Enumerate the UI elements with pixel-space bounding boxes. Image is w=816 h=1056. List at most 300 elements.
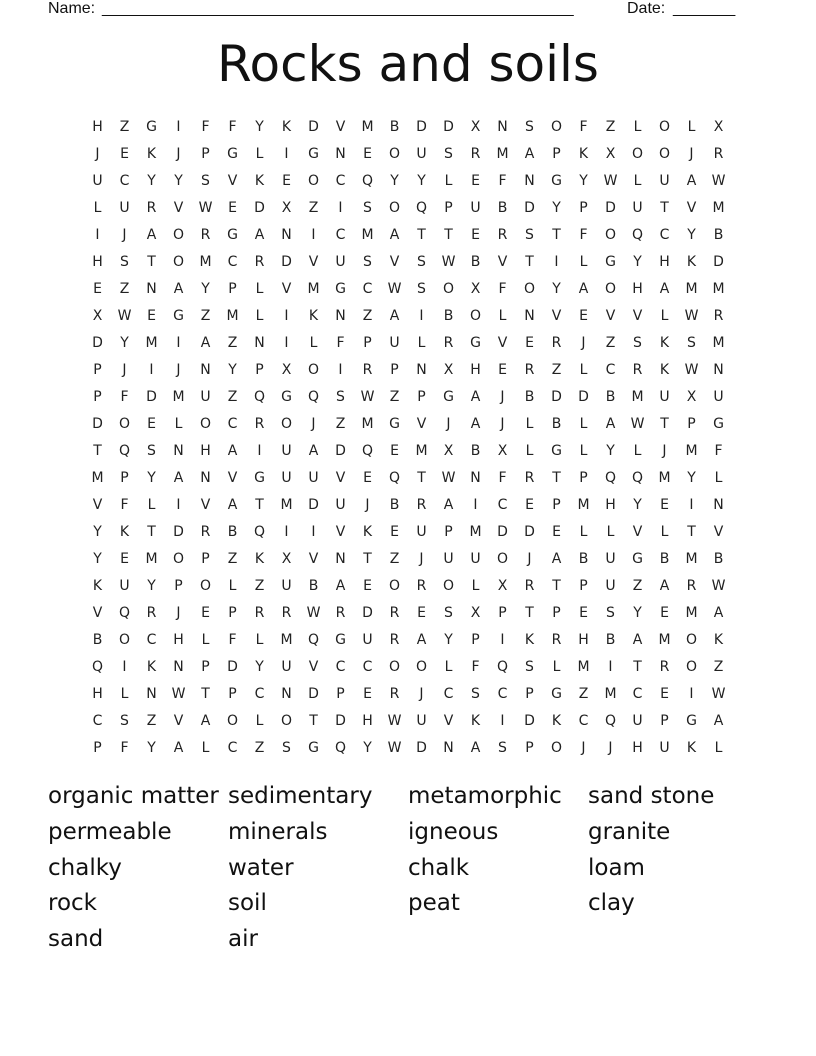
grid-letter[interactable]: M — [685, 443, 698, 459]
grid-letter[interactable]: E — [579, 605, 588, 621]
grid-letter[interactable]: C — [578, 713, 589, 729]
grid-letter[interactable]: L — [444, 659, 453, 675]
grid-letter[interactable]: D — [146, 389, 157, 405]
grid-letter[interactable]: R — [335, 605, 346, 621]
grid-letter[interactable]: M — [712, 335, 725, 351]
grid-letter[interactable]: S — [525, 659, 534, 675]
grid-letter[interactable]: M — [280, 632, 293, 648]
grid-letter[interactable]: U — [200, 389, 211, 405]
grid-letter[interactable]: C — [227, 416, 238, 432]
grid-letter[interactable]: H — [605, 497, 616, 513]
grid-letter[interactable]: J — [500, 389, 505, 405]
grid-letter[interactable]: E — [120, 146, 129, 162]
grid-letter[interactable]: V — [92, 605, 103, 621]
grid-letter[interactable]: F — [228, 119, 237, 135]
grid-letter[interactable]: P — [336, 686, 345, 702]
grid-letter[interactable]: Q — [415, 200, 428, 216]
grid-letter[interactable]: E — [525, 497, 534, 513]
grid-letter[interactable]: R — [686, 578, 697, 594]
grid-letter[interactable]: R — [713, 146, 724, 162]
grid-letter[interactable]: U — [281, 470, 292, 486]
grid-letter[interactable]: C — [632, 686, 643, 702]
grid-letter[interactable]: E — [552, 524, 561, 540]
grid-letter[interactable]: F — [228, 632, 237, 648]
grid-letter[interactable]: X — [281, 362, 292, 378]
grid-letter[interactable]: L — [579, 254, 588, 270]
grid-letter[interactable]: L — [660, 524, 669, 540]
date-field[interactable]: _______ — [673, 0, 736, 17]
grid-letter[interactable]: V — [92, 497, 103, 513]
grid-letter[interactable]: J — [122, 227, 127, 243]
grid-letter[interactable]: G — [443, 389, 454, 405]
grid-letter[interactable]: T — [633, 659, 642, 675]
grid-letter[interactable]: Y — [633, 254, 642, 270]
grid-letter[interactable]: U — [416, 524, 427, 540]
grid-letter[interactable]: X — [713, 119, 724, 135]
grid-letter[interactable]: B — [713, 551, 724, 567]
grid-letter[interactable]: A — [227, 497, 238, 513]
grid-letter[interactable]: N — [470, 470, 481, 486]
grid-letter[interactable]: B — [92, 632, 103, 648]
grid-letter[interactable]: Z — [578, 686, 589, 702]
grid-letter[interactable]: X — [686, 389, 697, 405]
grid-letter[interactable]: B — [470, 443, 481, 459]
grid-letter[interactable]: F — [336, 335, 345, 351]
grid-letter[interactable]: V — [497, 254, 508, 270]
grid-letter[interactable]: O — [280, 713, 293, 729]
grid-letter[interactable]: W — [684, 362, 699, 378]
grid-letter[interactable]: V — [227, 470, 238, 486]
grid-letter[interactable]: N — [335, 308, 346, 324]
grid-letter[interactable]: B — [470, 254, 481, 270]
grid-letter[interactable]: Y — [687, 470, 696, 486]
grid-letter[interactable]: R — [632, 362, 643, 378]
grid-letter[interactable]: L — [579, 524, 588, 540]
grid-letter[interactable]: M — [361, 227, 374, 243]
grid-letter[interactable]: S — [282, 740, 291, 756]
grid-letter[interactable]: E — [660, 686, 669, 702]
grid-letter[interactable]: W — [171, 686, 186, 702]
grid-letter[interactable]: W — [306, 605, 321, 621]
grid-letter[interactable]: G — [146, 119, 157, 135]
grid-letter[interactable]: K — [146, 146, 157, 162]
grid-letter[interactable]: U — [443, 551, 454, 567]
grid-letter[interactable]: Q — [388, 470, 401, 486]
grid-letter[interactable]: D — [173, 524, 184, 540]
grid-letter[interactable]: G — [335, 281, 346, 297]
grid-letter[interactable]: W — [387, 281, 402, 297]
grid-letter[interactable]: C — [227, 740, 238, 756]
grid-letter[interactable]: P — [228, 281, 237, 297]
grid-letter[interactable]: U — [389, 335, 400, 351]
grid-letter[interactable]: O — [172, 254, 185, 270]
grid-letter[interactable]: L — [579, 416, 588, 432]
grid-letter[interactable]: Q — [604, 470, 617, 486]
grid-letter[interactable]: D — [416, 119, 427, 135]
grid-letter[interactable]: L — [201, 740, 210, 756]
grid-letter[interactable]: Q — [361, 173, 374, 189]
grid-letter[interactable]: J — [608, 740, 613, 756]
grid-letter[interactable]: Y — [579, 173, 588, 189]
grid-letter[interactable]: U — [632, 200, 643, 216]
grid-letter[interactable]: Y — [120, 335, 129, 351]
grid-letter[interactable]: A — [470, 740, 481, 756]
grid-letter[interactable]: O — [199, 578, 212, 594]
grid-letter[interactable]: R — [551, 632, 562, 648]
grid-letter[interactable]: T — [552, 578, 561, 594]
grid-letter[interactable]: Y — [633, 605, 642, 621]
grid-letter[interactable]: U — [713, 389, 724, 405]
grid-letter[interactable]: P — [579, 470, 588, 486]
grid-letter[interactable]: O — [388, 146, 401, 162]
grid-letter[interactable]: T — [147, 524, 156, 540]
grid-letter[interactable]: R — [524, 470, 535, 486]
grid-letter[interactable]: O — [523, 281, 536, 297]
grid-letter[interactable]: A — [173, 470, 184, 486]
grid-letter[interactable]: V — [686, 200, 697, 216]
grid-letter[interactable]: B — [389, 497, 400, 513]
grid-letter[interactable]: J — [176, 605, 181, 621]
grid-letter[interactable]: D — [713, 254, 724, 270]
grid-letter[interactable]: W — [711, 173, 726, 189]
grid-letter[interactable]: B — [605, 632, 616, 648]
grid-letter[interactable]: D — [524, 524, 535, 540]
grid-letter[interactable]: S — [120, 254, 129, 270]
grid-letter[interactable]: K — [713, 632, 724, 648]
grid-letter[interactable]: J — [446, 416, 451, 432]
grid-letter[interactable]: Y — [147, 470, 156, 486]
grid-letter[interactable]: P — [471, 632, 480, 648]
grid-letter[interactable]: V — [335, 524, 346, 540]
grid-letter[interactable]: V — [335, 470, 346, 486]
grid-letter[interactable]: K — [659, 362, 670, 378]
grid-letter[interactable]: L — [255, 632, 264, 648]
grid-letter[interactable]: D — [227, 659, 238, 675]
grid-letter[interactable]: R — [389, 686, 400, 702]
grid-letter[interactable]: B — [497, 200, 508, 216]
grid-letter[interactable]: R — [524, 578, 535, 594]
grid-letter[interactable]: T — [255, 497, 264, 513]
grid-letter[interactable]: K — [578, 146, 589, 162]
grid-letter[interactable]: N — [524, 173, 535, 189]
grid-letter[interactable]: U — [335, 254, 346, 270]
grid-letter[interactable]: E — [363, 686, 372, 702]
grid-letter[interactable]: N — [200, 362, 211, 378]
grid-letter[interactable]: M — [712, 281, 725, 297]
grid-letter[interactable]: G — [308, 146, 319, 162]
grid-letter[interactable]: L — [633, 119, 642, 135]
grid-letter[interactable]: Q — [118, 443, 131, 459]
grid-letter[interactable]: Y — [174, 173, 183, 189]
grid-letter[interactable]: F — [498, 281, 507, 297]
grid-letter[interactable]: P — [363, 335, 372, 351]
grid-letter[interactable]: X — [443, 443, 454, 459]
grid-letter[interactable]: U — [281, 443, 292, 459]
grid-letter[interactable]: I — [554, 254, 559, 270]
grid-letter[interactable]: B — [713, 227, 724, 243]
grid-letter[interactable]: D — [551, 389, 562, 405]
grid-letter[interactable]: W — [387, 713, 402, 729]
grid-letter[interactable]: Y — [417, 173, 426, 189]
grid-letter[interactable]: A — [578, 281, 589, 297]
grid-letter[interactable]: E — [282, 173, 291, 189]
grid-letter[interactable]: X — [497, 443, 508, 459]
grid-letter[interactable]: D — [605, 200, 616, 216]
grid-letter[interactable]: U — [470, 551, 481, 567]
grid-letter[interactable]: D — [335, 443, 346, 459]
grid-letter[interactable]: C — [227, 254, 238, 270]
grid-letter[interactable]: O — [280, 416, 293, 432]
grid-letter[interactable]: I — [689, 686, 694, 702]
grid-letter[interactable]: Z — [227, 335, 238, 351]
grid-letter[interactable]: S — [363, 254, 372, 270]
grid-letter[interactable]: Z — [119, 281, 130, 297]
grid-letter[interactable]: O — [550, 740, 563, 756]
grid-letter[interactable]: B — [524, 389, 535, 405]
grid-letter[interactable]: R — [362, 362, 373, 378]
grid-letter[interactable]: P — [201, 146, 210, 162]
grid-letter[interactable]: L — [120, 686, 129, 702]
grid-letter[interactable]: P — [660, 713, 669, 729]
grid-letter[interactable]: Z — [227, 551, 238, 567]
grid-letter[interactable]: D — [254, 200, 265, 216]
grid-letter[interactable]: E — [471, 227, 480, 243]
grid-letter[interactable]: Z — [119, 119, 130, 135]
grid-letter[interactable]: P — [228, 605, 237, 621]
grid-letter[interactable]: P — [579, 578, 588, 594]
grid-letter[interactable]: P — [498, 605, 507, 621]
grid-letter[interactable]: R — [416, 578, 427, 594]
grid-letter[interactable]: T — [309, 713, 318, 729]
grid-letter[interactable]: S — [687, 335, 696, 351]
grid-letter[interactable]: U — [119, 578, 130, 594]
grid-letter[interactable]: M — [712, 200, 725, 216]
grid-letter[interactable]: L — [552, 659, 561, 675]
grid-letter[interactable]: H — [362, 713, 373, 729]
grid-letter[interactable]: V — [227, 173, 238, 189]
grid-letter[interactable]: Y — [633, 497, 642, 513]
grid-letter[interactable]: O — [604, 227, 617, 243]
grid-letter[interactable]: I — [338, 362, 343, 378]
grid-letter[interactable]: D — [578, 389, 589, 405]
grid-letter[interactable]: C — [254, 686, 265, 702]
grid-letter[interactable]: P — [552, 497, 561, 513]
grid-letter[interactable]: T — [525, 254, 534, 270]
grid-letter[interactable]: W — [441, 254, 456, 270]
grid-letter[interactable]: N — [497, 119, 508, 135]
grid-letter[interactable]: X — [281, 200, 292, 216]
grid-letter[interactable]: J — [311, 416, 316, 432]
grid-letter[interactable]: S — [417, 281, 426, 297]
grid-letter[interactable]: Y — [93, 524, 102, 540]
grid-letter[interactable]: K — [686, 254, 697, 270]
grid-letter[interactable]: F — [471, 659, 480, 675]
grid-letter[interactable]: L — [714, 740, 723, 756]
grid-letter[interactable]: L — [228, 578, 237, 594]
grid-letter[interactable]: P — [93, 362, 102, 378]
grid-letter[interactable]: I — [284, 524, 289, 540]
grid-letter[interactable]: L — [660, 308, 669, 324]
grid-letter[interactable]: M — [685, 551, 698, 567]
grid-letter[interactable]: P — [552, 605, 561, 621]
grid-letter[interactable]: Y — [363, 740, 372, 756]
grid-letter[interactable]: V — [308, 659, 319, 675]
grid-letter[interactable]: N — [281, 227, 292, 243]
grid-letter[interactable]: Z — [254, 740, 265, 756]
grid-letter[interactable]: Z — [227, 389, 238, 405]
grid-letter[interactable]: V — [173, 200, 184, 216]
grid-letter[interactable]: W — [603, 173, 618, 189]
grid-letter[interactable]: W — [711, 578, 726, 594]
grid-letter[interactable]: M — [577, 659, 590, 675]
grid-letter[interactable]: R — [524, 362, 535, 378]
grid-letter[interactable]: M — [496, 146, 509, 162]
grid-letter[interactable]: O — [415, 659, 428, 675]
grid-letter[interactable]: S — [525, 119, 534, 135]
grid-letter[interactable]: O — [469, 308, 482, 324]
grid-letter[interactable]: I — [311, 227, 316, 243]
grid-letter[interactable]: N — [335, 146, 346, 162]
grid-letter[interactable]: G — [551, 443, 562, 459]
grid-letter[interactable]: M — [280, 497, 293, 513]
grid-letter[interactable]: N — [254, 335, 265, 351]
grid-letter[interactable]: N — [416, 362, 427, 378]
grid-letter[interactable]: X — [443, 362, 454, 378]
grid-letter[interactable]: E — [228, 200, 237, 216]
grid-letter[interactable]: P — [93, 740, 102, 756]
grid-letter[interactable]: P — [687, 416, 696, 432]
grid-letter[interactable]: Y — [147, 740, 156, 756]
grid-letter[interactable]: V — [173, 713, 184, 729]
grid-letter[interactable]: I — [176, 335, 181, 351]
grid-letter[interactable]: T — [444, 227, 453, 243]
grid-letter[interactable]: K — [146, 659, 157, 675]
grid-letter[interactable]: L — [687, 119, 696, 135]
grid-letter[interactable]: A — [713, 713, 724, 729]
grid-letter[interactable]: P — [201, 659, 210, 675]
grid-letter[interactable]: Y — [552, 281, 561, 297]
grid-letter[interactable]: K — [254, 551, 265, 567]
grid-letter[interactable]: S — [120, 713, 129, 729]
grid-letter[interactable]: Y — [255, 119, 264, 135]
grid-letter[interactable]: T — [417, 470, 426, 486]
grid-letter[interactable]: G — [551, 173, 562, 189]
grid-letter[interactable]: V — [443, 713, 454, 729]
grid-letter[interactable]: O — [658, 119, 671, 135]
grid-letter[interactable]: C — [335, 173, 346, 189]
grid-letter[interactable]: R — [146, 200, 157, 216]
grid-letter[interactable]: G — [551, 686, 562, 702]
grid-letter[interactable]: R — [254, 605, 265, 621]
grid-letter[interactable]: M — [172, 389, 185, 405]
grid-letter[interactable]: T — [552, 227, 561, 243]
grid-letter[interactable]: P — [525, 686, 534, 702]
grid-letter[interactable]: W — [441, 470, 456, 486]
grid-letter[interactable]: G — [713, 416, 724, 432]
grid-letter[interactable]: J — [176, 146, 181, 162]
grid-letter[interactable]: D — [308, 119, 319, 135]
grid-letter[interactable]: N — [713, 497, 724, 513]
grid-letter[interactable]: U — [335, 497, 346, 513]
grid-letter[interactable]: A — [659, 578, 670, 594]
grid-letter[interactable]: G — [632, 551, 643, 567]
grid-letter[interactable]: S — [444, 605, 453, 621]
grid-letter[interactable]: H — [200, 443, 211, 459]
grid-letter[interactable]: H — [632, 281, 643, 297]
grid-letter[interactable]: O — [388, 200, 401, 216]
grid-letter[interactable]: E — [93, 281, 102, 297]
grid-letter[interactable]: X — [470, 605, 481, 621]
grid-letter[interactable]: Q — [496, 659, 509, 675]
grid-letter[interactable]: P — [120, 470, 129, 486]
grid-letter[interactable]: D — [416, 740, 427, 756]
grid-letter[interactable]: S — [498, 740, 507, 756]
grid-letter[interactable]: A — [470, 389, 481, 405]
grid-letter[interactable]: Q — [118, 605, 131, 621]
grid-letter[interactable]: Z — [200, 308, 211, 324]
grid-letter[interactable]: I — [500, 713, 505, 729]
grid-letter[interactable]: D — [335, 713, 346, 729]
grid-letter[interactable]: A — [200, 335, 211, 351]
grid-letter[interactable]: F — [714, 443, 723, 459]
grid-letter[interactable]: Y — [687, 227, 696, 243]
grid-letter[interactable]: H — [659, 254, 670, 270]
grid-letter[interactable]: A — [524, 146, 535, 162]
grid-letter[interactable]: G — [227, 146, 238, 162]
grid-letter[interactable]: Y — [606, 443, 615, 459]
grid-letter[interactable]: A — [659, 281, 670, 297]
grid-letter[interactable]: A — [308, 443, 319, 459]
grid-letter[interactable]: R — [659, 659, 670, 675]
grid-letter[interactable]: E — [660, 605, 669, 621]
grid-letter[interactable]: T — [552, 470, 561, 486]
grid-letter[interactable]: R — [389, 632, 400, 648]
grid-letter[interactable]: R — [713, 308, 724, 324]
grid-letter[interactable]: J — [122, 362, 127, 378]
grid-letter[interactable]: N — [281, 686, 292, 702]
grid-letter[interactable]: E — [120, 551, 129, 567]
grid-letter[interactable]: A — [605, 416, 616, 432]
grid-letter[interactable]: U — [659, 389, 670, 405]
grid-letter[interactable]: O — [658, 146, 671, 162]
grid-letter[interactable]: K — [470, 713, 481, 729]
grid-letter[interactable]: O — [442, 578, 455, 594]
grid-letter[interactable]: W — [711, 686, 726, 702]
grid-letter[interactable]: Y — [228, 362, 237, 378]
grid-letter[interactable]: V — [497, 335, 508, 351]
grid-letter[interactable]: Z — [335, 416, 346, 432]
grid-letter[interactable]: E — [147, 308, 156, 324]
grid-letter[interactable]: G — [470, 335, 481, 351]
grid-letter[interactable]: E — [147, 416, 156, 432]
grid-letter[interactable]: E — [363, 146, 372, 162]
grid-letter[interactable]: Z — [362, 308, 373, 324]
grid-letter[interactable]: E — [390, 524, 399, 540]
grid-letter[interactable]: T — [660, 416, 669, 432]
grid-letter[interactable]: B — [551, 416, 562, 432]
grid-letter[interactable]: M — [685, 605, 698, 621]
grid-letter[interactable]: A — [713, 605, 724, 621]
grid-letter[interactable]: S — [606, 605, 615, 621]
grid-letter[interactable]: R — [497, 227, 508, 243]
grid-letter[interactable]: S — [417, 254, 426, 270]
grid-letter[interactable]: Q — [334, 740, 347, 756]
grid-letter[interactable]: Y — [444, 632, 453, 648]
grid-letter[interactable]: W — [630, 416, 645, 432]
grid-letter[interactable]: C — [335, 227, 346, 243]
grid-letter[interactable]: P — [201, 551, 210, 567]
grid-letter[interactable]: K — [281, 119, 292, 135]
